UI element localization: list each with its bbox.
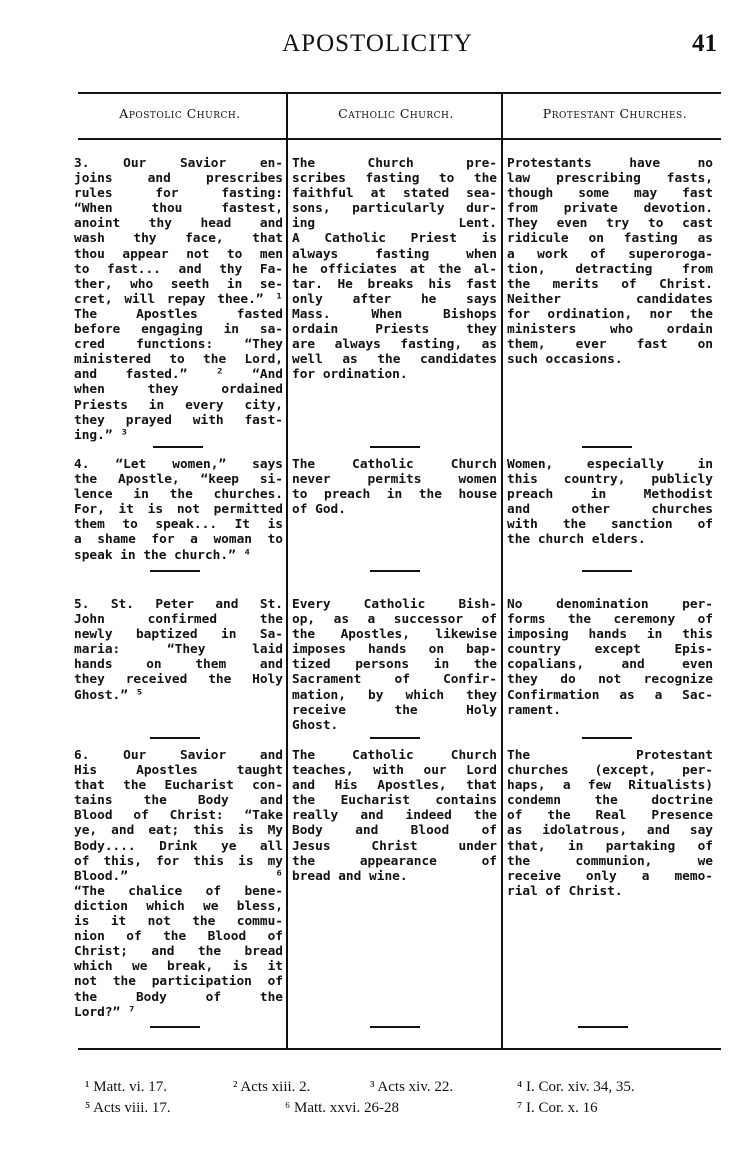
text-line: nion of the Blood of	[74, 929, 283, 945]
text-line: the church elders.	[507, 532, 646, 548]
text-line: anoint thy head and	[74, 216, 283, 232]
text-line: Lord?” ⁷	[74, 1004, 136, 1020]
footnote: ² Acts xiii. 2.	[233, 1079, 311, 1095]
row-6-apostolic	[74, 748, 283, 1020]
text-line: 3. Our Savior en-	[74, 156, 283, 171]
text-line: the Apostle, “keep si-	[74, 472, 283, 488]
text-line: imposes hands on bap-	[292, 642, 497, 658]
text-line: “The chalice of bene-	[74, 883, 283, 899]
text-line: His Apostles taught	[74, 763, 283, 779]
text-line: they received the Holy	[74, 672, 283, 688]
text-line: Jesus Christ under	[292, 838, 497, 854]
text-line: and His Apostles, that	[292, 778, 497, 794]
text-line: the communion, we	[507, 853, 713, 869]
text-line: wash thy face, that	[74, 231, 283, 247]
text-line: Blood of Christ: “Take	[74, 808, 283, 824]
text-line: such occasions.	[507, 352, 623, 368]
text-line: A Catholic Priest is	[292, 231, 497, 247]
text-line: they do not recognize	[507, 672, 713, 688]
text-line: of God.	[292, 502, 346, 518]
text-line: tains the Body and	[74, 793, 283, 809]
text-line: condemn the doctrine	[507, 793, 713, 809]
text-line: rules for fasting:	[74, 186, 283, 202]
text-line: of the Real Presence	[507, 808, 713, 824]
text-line: always fasting when	[292, 246, 497, 262]
text-line: tized persons in the	[292, 657, 497, 673]
text-line: Body.... Drink ye all	[74, 838, 283, 854]
text-line: ridicule on fasting as	[507, 231, 713, 247]
text-line: preach in Methodist	[507, 487, 713, 503]
text-line: “When thou fastest,	[74, 201, 283, 217]
text-line: 4. “Let women,” says	[74, 457, 283, 472]
text-line: though some may fast	[507, 186, 713, 202]
text-line: of this, for this is my	[74, 853, 283, 869]
footnote: ⁶ Matt. xxvi. 26-28	[285, 1100, 399, 1116]
text-line: imposing hands in this	[507, 627, 713, 643]
text-line: only after he says	[292, 291, 497, 307]
footnote: ¹ Matt. vi. 17.	[85, 1079, 167, 1095]
text-line: this country, publicly	[507, 472, 713, 488]
text-line: receive only a memo-	[507, 868, 713, 884]
text-line: and fasted.” ² “And	[74, 367, 283, 383]
text-line: well as the candidates	[292, 352, 497, 368]
text-line: the merits of Christ.	[507, 276, 713, 292]
text-line: the appearance of	[292, 853, 497, 869]
row-4-catholic	[292, 457, 497, 517]
bottom-rule	[78, 1048, 721, 1050]
text-line: for ordination.	[292, 367, 408, 383]
page-header	[0, 30, 755, 66]
text-line: country except Epis-	[507, 642, 713, 658]
text-line: them to speak... It is	[74, 517, 283, 533]
row-separator	[370, 737, 420, 739]
text-line: mation, by which they	[292, 687, 497, 703]
text-line: newly baptized in Sa-	[74, 627, 283, 643]
row-separator	[150, 737, 200, 739]
header-rule	[78, 138, 721, 140]
text-line: Sacrament of Confir-	[292, 672, 497, 688]
text-line: are always fasting, as	[292, 337, 497, 353]
text-line: No denomination per-	[507, 597, 713, 612]
text-line: the Apostles, likewise	[292, 627, 497, 643]
text-line: Body and Blood of	[292, 823, 497, 839]
text-line: really and indeed the	[292, 808, 497, 824]
text-line: he officiates at the al-	[292, 261, 497, 277]
row-6-protestant	[507, 748, 713, 899]
text-line: when they ordained	[74, 382, 283, 398]
text-line: Neither candidates	[507, 291, 713, 307]
text-line: maria: “They laid	[74, 642, 283, 658]
text-line: For, it is not permitted	[74, 502, 283, 518]
row-separator	[150, 1026, 200, 1028]
text-line: from private devotion.	[507, 201, 713, 217]
text-line: Priests in every city,	[74, 397, 283, 413]
row-4-protestant	[507, 457, 713, 548]
text-line: never permits women	[292, 472, 497, 488]
text-line: forms the ceremony of	[507, 612, 713, 628]
text-line: to fast... and thy Fa-	[74, 261, 283, 277]
text-line: ing.” ³	[74, 427, 128, 443]
text-line: them, ever fast on	[507, 337, 713, 353]
text-line: law prescribing fasts,	[507, 171, 713, 187]
text-line: the Eucharist contains	[292, 793, 497, 809]
column-header-protestant: Protestant Churches.	[542, 106, 688, 121]
text-line: scribes fasting to the	[292, 171, 497, 187]
footnote: ³ Acts xiv. 22.	[370, 1079, 454, 1095]
text-line: the Body of the	[74, 989, 283, 1005]
text-line: op, as a successor of	[292, 612, 497, 628]
text-line: haps, a few Ritualists)	[507, 778, 713, 794]
text-line: that the Eucharist con-	[74, 778, 283, 794]
footnote: ⁴ I. Cor. xiv. 34, 35.	[517, 1079, 635, 1095]
text-line: 5. St. Peter and St.	[74, 597, 283, 612]
row-separator	[153, 446, 203, 448]
text-line: hands on them and	[74, 657, 283, 673]
text-line: The Protestant	[507, 748, 713, 763]
row-5-protestant	[507, 597, 713, 718]
text-line: that, in partaking of	[507, 838, 713, 854]
column-divider-1	[286, 93, 288, 1048]
text-line: and other churches	[507, 502, 713, 518]
text-line: The Apostles fasted	[74, 306, 283, 322]
row-separator	[370, 570, 420, 572]
text-line: before engaging in sa-	[74, 322, 283, 338]
text-line: Ghost.” ⁵	[74, 687, 144, 703]
text-line: bread and wine.	[292, 868, 408, 884]
text-line: for ordination, nor the	[507, 306, 713, 322]
row-separator	[370, 446, 420, 448]
text-line: Blood.” ⁶	[74, 868, 283, 884]
text-line: ministered to the Lord,	[74, 352, 283, 368]
text-line: rament.	[507, 702, 561, 718]
text-line: They even try to cast	[507, 216, 713, 232]
text-line: as idolatrous, and say	[507, 823, 713, 839]
row-3-apostolic	[74, 156, 283, 443]
text-line: Every Catholic Bish-	[292, 597, 497, 612]
text-line: cret, will repay thee.” ¹	[74, 291, 283, 307]
page-number: 41	[692, 30, 717, 57]
page-title: APOSTOLICITY	[282, 30, 473, 57]
text-line: they prayed with fast-	[74, 412, 283, 428]
text-line: rial of Christ.	[507, 883, 623, 899]
text-line: cred functions: “They	[74, 337, 283, 353]
text-line: ordain Priests they	[292, 322, 497, 338]
text-line: not the participation of	[74, 974, 283, 990]
text-line: thou appear not to men	[74, 246, 283, 262]
text-line: a work of superoroga-	[507, 246, 713, 262]
text-line: Protestants have no	[507, 156, 713, 171]
text-line: receive the Holy	[292, 702, 497, 718]
row-separator	[582, 570, 632, 572]
text-line: joins and prescribes	[74, 171, 283, 187]
text-line: faithful at stated sea-	[292, 186, 497, 202]
text-line: The Catholic Church	[292, 457, 497, 472]
text-line: teaches, with our Lord	[292, 763, 497, 779]
text-line: diction which we bless,	[74, 898, 283, 914]
text-line: Women, especially in	[507, 457, 713, 472]
text-line: speak in the church.” ⁴	[74, 547, 252, 563]
row-separator	[582, 737, 632, 739]
text-line: with the sanction of	[507, 517, 713, 533]
row-separator	[582, 446, 632, 448]
text-line: is it not the commu-	[74, 914, 283, 930]
text-line: which we break, is it	[74, 959, 283, 975]
text-line: tion, detracting from	[507, 261, 713, 277]
text-line: a shame for a woman to	[74, 532, 283, 548]
row-5-apostolic	[74, 597, 283, 703]
text-line: ther, who seeth in se-	[74, 276, 283, 292]
footnote: ⁵ Acts viii. 17.	[85, 1100, 171, 1116]
column-divider-2	[501, 93, 503, 1048]
top-rule	[78, 92, 721, 94]
text-line: Confirmation as a Sac-	[507, 687, 713, 703]
text-line: to preach in the house	[292, 487, 497, 503]
text-line: The Catholic Church	[292, 748, 497, 763]
text-line: copalians, and even	[507, 657, 713, 673]
text-line: Ghost.	[292, 717, 339, 733]
text-line: tar. He breaks his fast	[292, 276, 497, 292]
text-line: Mass. When Bishops	[292, 306, 497, 322]
text-line: 6. Our Savior and	[74, 748, 283, 763]
row-3-catholic	[292, 156, 497, 382]
text-line: The Church pre-	[292, 156, 497, 171]
text-line: ministers who ordain	[507, 322, 713, 338]
row-separator	[578, 1026, 628, 1028]
column-header-catholic: Catholic Church.	[338, 106, 454, 121]
column-header-apostolic: Apostolic Church.	[119, 106, 241, 121]
text-line: sons, particularly dur-	[292, 201, 497, 217]
text-line: lence in the churches.	[74, 487, 283, 503]
text-line: ing Lent.	[292, 216, 497, 232]
text-line: Christ; and the bread	[74, 944, 283, 960]
footnote: ⁷ I. Cor. x. 16	[517, 1100, 598, 1116]
text-line: John confirmed the	[74, 612, 283, 628]
text-line: ye, and eat; this is My	[74, 823, 283, 839]
text-line: churches (except, per-	[507, 763, 713, 779]
row-6-catholic	[292, 748, 497, 884]
row-4-apostolic	[74, 457, 283, 563]
row-3-protestant	[507, 156, 713, 367]
row-separator	[150, 570, 200, 572]
row-5-catholic	[292, 597, 497, 733]
row-separator	[370, 1026, 420, 1028]
